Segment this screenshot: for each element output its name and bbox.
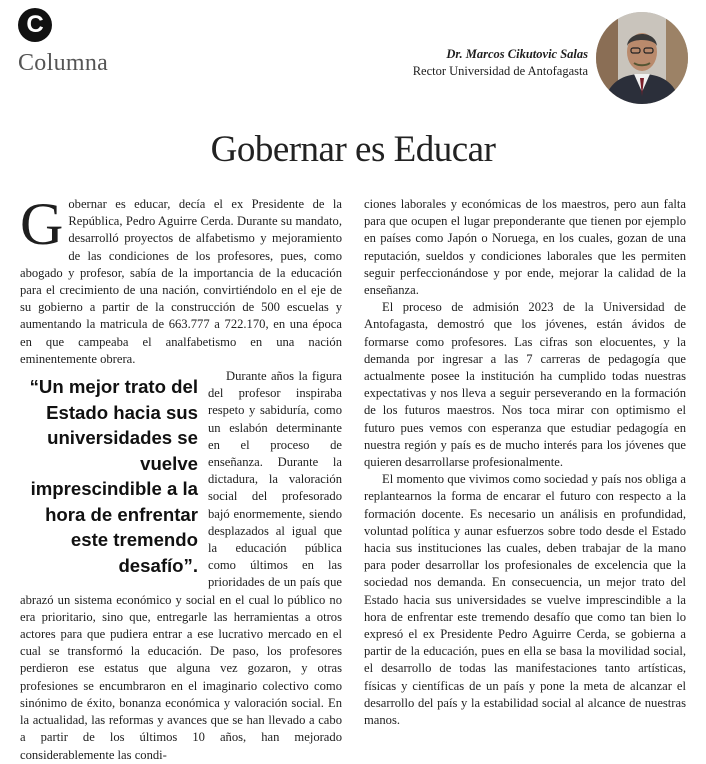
- paragraph-1-text: obernar es educar, decía el ex Presidente de la República, Pedro Aguirre Cerda. Durante su mandato, desarrolló proyectos de alfabetismo y mejoramiento de las condiciones de los profesores, pues, como abogado y profesor, sabía de la importancia de la educación para el crecimiento de una nación, convirtiéndolo en el eje de su gobierno a partir de la construcción de 500 escuelas y aumentando la matricula de 663.777 a 722.170, en una época en que campeaba el analfabetismo en una nación eminentemente obrera.: [20, 197, 342, 366]
- column-badge: C: [18, 8, 52, 42]
- author-portrait-icon: [596, 12, 688, 104]
- author-block: [413, 46, 588, 80]
- author-photo: [596, 12, 688, 104]
- drop-cap: G: [20, 191, 64, 257]
- pull-quote: “Un mejor trato del Estado hacia sus universidades se vuelve imprescindible a la hora de enfrentar este tremendo desafío”.: [29, 376, 198, 576]
- author-name: Dr. Marcos Cikutovic Salas: [446, 47, 588, 61]
- paragraph-1: [20, 191, 342, 368]
- paragraph-2-continued: ciones laborales y económicas de los maestros, pero aun falta para que ocupen el lugar preponderante que tienen por ejemplo en países como Japón o Noruega, en los cuales, gozan de una reputación, sueldos y condiciones laborales que les permiten seguir perfeccionándose y por ende, mejorar la calidad de la enseñanza.: [364, 197, 686, 298]
- article-column-left: [20, 191, 342, 764]
- section-label: Columna: [18, 50, 109, 76]
- paragraph-2: Durante años la figura del profesor inspiraba respeto y sabiduría, como un eslabón determinante en el proceso de enseñanza. Durante la dictadura, la valoración social del profesorado bajó enormemente, siendo desplazados al igual que la educación pública como últimos en las prioridades de un país que abrazó un sistema económico y social en el cual lo público no era prioritario, sino que, entregarle las herramientas a otros actores para que pudiera entrar a ese lucrativo mercado en el cual se transformó la educación. De paso, los profesores perdieron ese estatus que alguna vez gozaron, y otras profesiones se encumbraron en el imaginario colectivo como sinónimo de éxito, bonanza económica y valoración social. En la actualidad, las reformas y avances que se han llevado a cabo a partir de los últimos 10 años, han mejorado considerablemente las condi-: [20, 369, 342, 762]
- article-column-right: [364, 196, 686, 729]
- article-title: Gobernar es Educar: [210, 129, 496, 170]
- paragraph-4: El momento que vivimos como sociedad y país nos obliga a replantearnos la forma de encarar el futuro con respecto a la formación docente. Es necesario un análisis en profundidad, voluntad política y aunar esfuerzos sobre todo desde el Estado hacia sus instituciones las cuales, deben trabajar de la mano para poder desarrollar los profesionales de excelencia que la sociedad nos demanda. En consecuencia, un mejor trato del Estado hacia sus universidades se vuelve imprescindible a la hora de enfrentar este tremendo desafío que como tan bien lo expresó el ex Presidente Pedro Aguirre Cerda, se gobierna a partir de la educación, pues en ella se basa la movilidad social, el desarrollo de todas las manifestaciones tanto artísticas, físicas y científicas de un país y pone la meta de alcanzar el desarrollo del país y la estabilidad social al alcance de nuestras manos.: [364, 472, 686, 728]
- paragraph-3: El proceso de admisión 2023 de la Universidad de Antofagasta, demostró que los jóvenes, están ávidos de formarse como profesores. Las cifras son elocuentes, y la demanda por ingresar a las 7 carreras de pedagogía que actualmente posee la institución ha cumplido todas nuestras expectativas y nos lleva a seguir perseverando en la formación de los futuros maestros. Nos toca mirar con optimismo el futuro pues vemos con esperanza que estudiar pedagogía en nuestra región y país es de mucho interés para los jóvenes que quieren desarrollarse profesionalmente.: [364, 300, 686, 470]
- author-role: Rector Universidad de Antofagasta: [412, 64, 588, 78]
